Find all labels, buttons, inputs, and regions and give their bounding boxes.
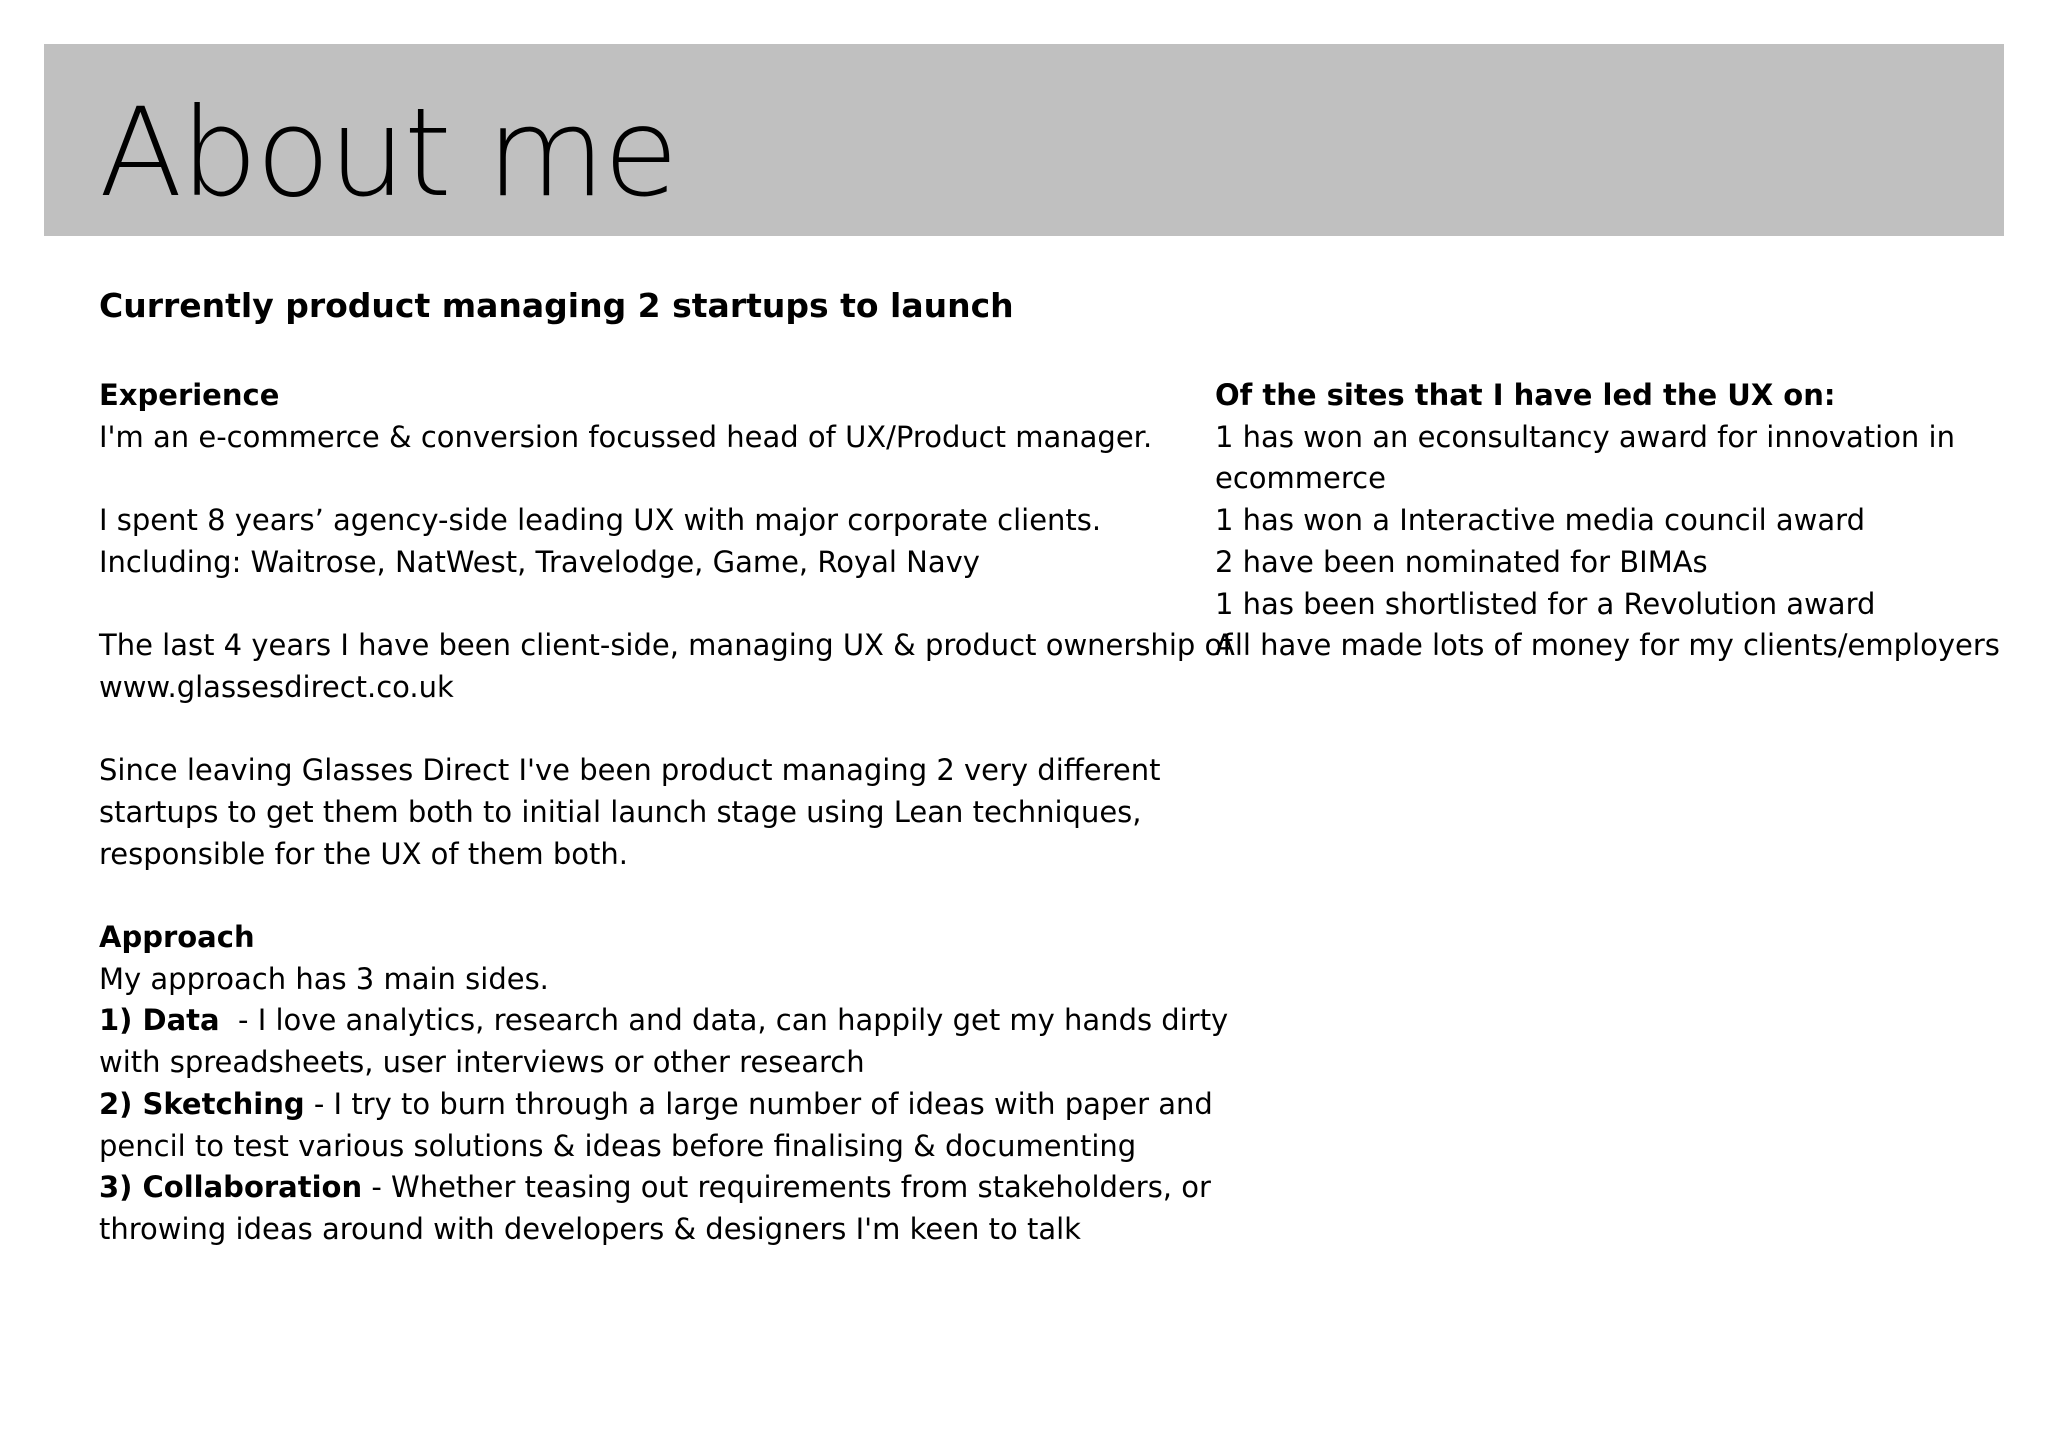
approach-item-sketching [99, 1084, 1213, 1126]
spacer [99, 458, 1179, 500]
achievement-line: ecommerce [1215, 461, 1386, 496]
page-title: About me [99, 82, 677, 224]
approach-item-continuation: pencil to test various solutions & ideas before finalising & documenting [99, 1128, 1137, 1163]
approach-item-label: 2) Sketching [99, 1086, 305, 1121]
approach-item-label: 3) Collaboration [99, 1170, 363, 1205]
approach-item-continuation: throwing ideas around with developers & designers I'm keen to talk [99, 1212, 1081, 1246]
approach-heading: Approach [99, 920, 255, 955]
achievement-line: 1 has been shortlisted for a Revolution award [1215, 586, 1876, 621]
experience-text-line: I spent 8 years’ agency-side leading UX with major corporate clients. [99, 503, 1102, 538]
achievement-line: 2 have been nominated for BIMAs [1215, 544, 1708, 579]
experience-text-line: The last 4 years I have been client-side, managing UX & product ownership of [99, 628, 1233, 663]
right-column [1215, 375, 2015, 667]
title-banner [44, 44, 2004, 236]
approach-item-text: - Whether teasing out requirements from stakeholders, or [362, 1170, 1211, 1205]
experience-text-line: responsible for the UX of them both. [99, 836, 629, 871]
spacer [99, 875, 1179, 917]
spacer [99, 709, 1179, 751]
experience-text-line: Since leaving Glasses Direct I've been product managing 2 very different [99, 753, 1161, 788]
approach-item-collaboration [99, 1167, 1211, 1209]
left-column [99, 375, 1233, 1251]
achievements-section [1215, 375, 2015, 667]
achievements-heading: Of the sites that I have led the UX on: [1215, 378, 1836, 412]
experience-section [99, 375, 1233, 917]
approach-item-text: - I try to burn through a large number of ideas with paper and [304, 1086, 1213, 1121]
approach-section [99, 917, 1229, 1251]
approach-item-continuation: with spreadsheets, user interviews or other research [99, 1045, 865, 1080]
approach-item-text: - I love analytics, research and data, can happily get my hands dirty [219, 1003, 1229, 1038]
experience-text-line: startups to get them both to initial launch stage using Lean techniques, [99, 794, 1142, 829]
approach-item-data [99, 1000, 1229, 1042]
headline: Currently product managing 2 startups to launch [99, 286, 1014, 325]
achievement-line: 1 has won an econsultancy award for innovation in [1215, 419, 1955, 454]
achievement-line: 1 has won a Interactive media council award [1215, 503, 1865, 538]
achievement-line: All have made lots of money for my clients/employers [1215, 628, 2000, 663]
experience-text-line: I'm an e-commerce & conversion focussed head of UX/Product manager. [99, 419, 1153, 454]
experience-text-line: www.glassesdirect.co.uk [99, 669, 454, 704]
approach-item-label: 1) Data [99, 1003, 220, 1038]
approach-intro: My approach has 3 main sides. [99, 961, 549, 996]
experience-text-line: Including: Waitrose, NatWest, Travelodge, Game, Royal Navy [99, 544, 980, 579]
spacer [99, 584, 1179, 626]
experience-heading: Experience [99, 378, 280, 412]
